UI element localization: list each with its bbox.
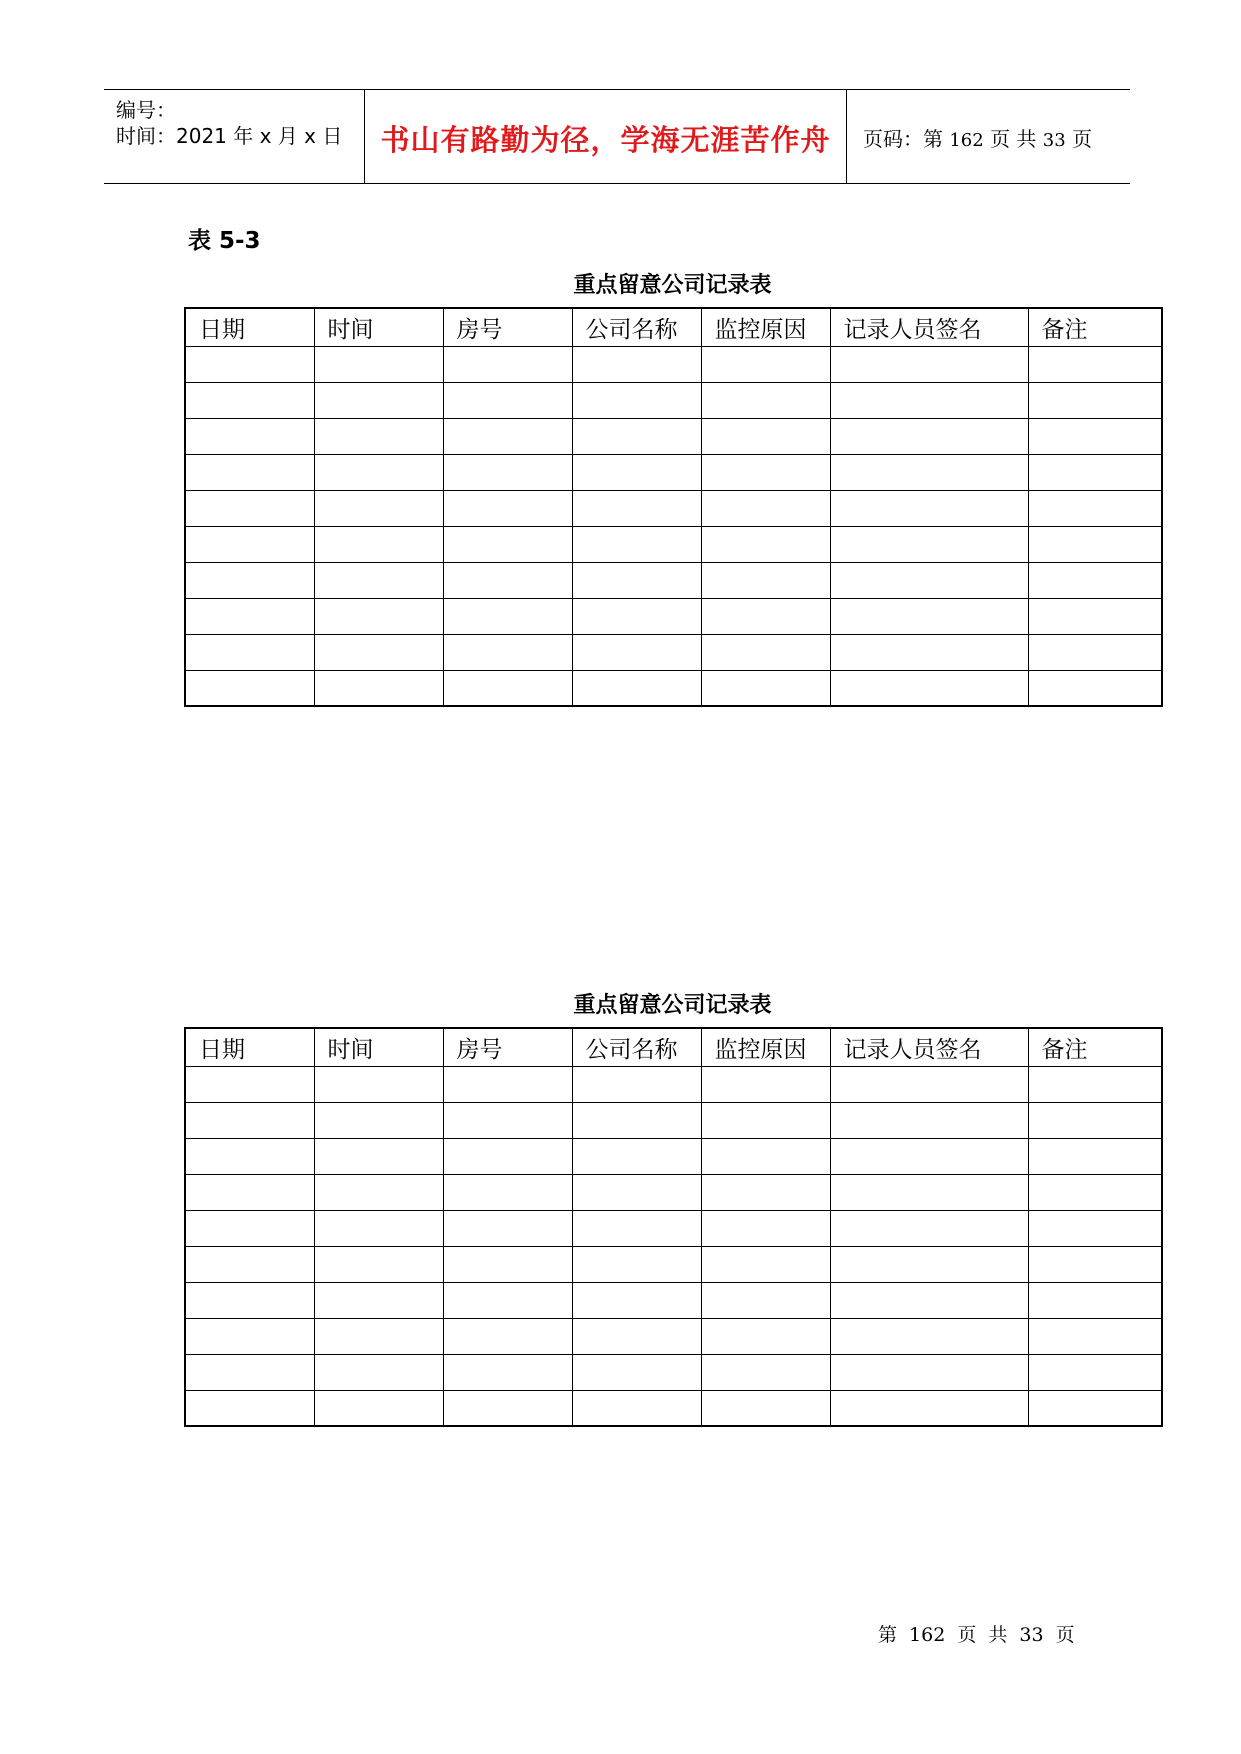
column-header: 公司名称	[572, 1028, 701, 1066]
table-cell[interactable]	[185, 1246, 314, 1282]
table-cell[interactable]	[185, 1210, 314, 1246]
table-cell[interactable]	[443, 346, 572, 382]
table-cell[interactable]	[572, 634, 701, 670]
table-title: 重点留意公司记录表	[573, 993, 772, 1018]
table-cell[interactable]	[701, 346, 830, 382]
page-number: 162	[949, 130, 984, 151]
column-header: 监控原因	[701, 1028, 830, 1066]
table-cell[interactable]	[443, 1174, 572, 1210]
table-cell[interactable]	[443, 1138, 572, 1174]
table-cell[interactable]	[830, 346, 1028, 382]
table-cell[interactable]	[185, 598, 314, 634]
table-cell[interactable]	[443, 490, 572, 526]
table-row	[185, 1210, 1162, 1246]
table-cell[interactable]	[314, 1390, 443, 1426]
table-row	[185, 418, 1162, 454]
table-cell[interactable]	[185, 490, 314, 526]
table-cell[interactable]	[1028, 598, 1162, 634]
column-header: 备注	[1028, 308, 1162, 346]
table-cell[interactable]	[314, 562, 443, 598]
table-cell[interactable]	[314, 1318, 443, 1354]
table-cell[interactable]	[830, 1318, 1028, 1354]
column-header: 公司名称	[572, 308, 701, 346]
table-cell[interactable]	[830, 1210, 1028, 1246]
table-cell[interactable]	[314, 526, 443, 562]
table-cell[interactable]	[572, 1210, 701, 1246]
table-cell[interactable]	[572, 1354, 701, 1390]
column-header: 房号	[443, 308, 572, 346]
table-cell[interactable]	[314, 598, 443, 634]
table-cell[interactable]	[443, 454, 572, 490]
table-cell[interactable]	[314, 1246, 443, 1282]
table-cell[interactable]	[314, 1174, 443, 1210]
table-cell[interactable]	[443, 1102, 572, 1138]
table-cell[interactable]	[443, 598, 572, 634]
table-cell[interactable]	[572, 1102, 701, 1138]
table-cell[interactable]	[830, 418, 1028, 454]
table-cell[interactable]	[572, 454, 701, 490]
table-cell[interactable]	[1028, 1210, 1162, 1246]
table-cell[interactable]	[830, 1066, 1028, 1102]
page-header	[104, 89, 1130, 184]
column-header: 房号	[443, 1028, 572, 1066]
table-cell[interactable]	[701, 1282, 830, 1318]
table-cell[interactable]	[443, 1390, 572, 1426]
column-header: 监控原因	[701, 308, 830, 346]
table-cell[interactable]	[701, 526, 830, 562]
table-cell[interactable]	[443, 634, 572, 670]
motto: 书山有路勤为径，学海无涯苦作舟	[380, 123, 831, 157]
column-header: 日期	[185, 308, 314, 346]
table-cell[interactable]	[185, 454, 314, 490]
table-cell[interactable]	[701, 1318, 830, 1354]
table-cell[interactable]	[1028, 1174, 1162, 1210]
table-cell[interactable]	[572, 562, 701, 598]
table-row	[185, 454, 1162, 490]
table-cell[interactable]	[1028, 382, 1162, 418]
column-header: 备注	[1028, 1028, 1162, 1066]
table-row	[185, 1282, 1162, 1318]
table-cell[interactable]	[830, 598, 1028, 634]
table-cell[interactable]	[185, 1066, 314, 1102]
table-cell[interactable]	[701, 1174, 830, 1210]
page-prefix: 页码：第	[863, 127, 943, 151]
table-label: 表 5-3	[188, 228, 261, 254]
table-cell[interactable]	[1028, 1066, 1162, 1102]
table-cell[interactable]	[443, 1210, 572, 1246]
table-cell[interactable]	[443, 382, 572, 418]
page-suffix: 页	[1072, 127, 1093, 151]
table-cell[interactable]	[314, 1066, 443, 1102]
table-cell[interactable]	[572, 1318, 701, 1354]
table-cell[interactable]	[314, 1138, 443, 1174]
table-cell[interactable]	[443, 526, 572, 562]
table-cell[interactable]	[1028, 454, 1162, 490]
table-cell[interactable]	[314, 670, 443, 706]
table-cell[interactable]	[1028, 1354, 1162, 1390]
table-row	[185, 634, 1162, 670]
table-cell[interactable]	[572, 1246, 701, 1282]
table-cell[interactable]	[572, 1282, 701, 1318]
record-table	[184, 1027, 1163, 1427]
table-cell[interactable]	[185, 526, 314, 562]
table-cell[interactable]	[701, 1102, 830, 1138]
table-cell[interactable]	[572, 382, 701, 418]
table-cell[interactable]	[701, 1066, 830, 1102]
table-cell[interactable]	[701, 454, 830, 490]
table-cell[interactable]	[830, 1246, 1028, 1282]
table-cell[interactable]	[830, 1138, 1028, 1174]
table-body	[185, 1066, 1162, 1426]
table-cell[interactable]	[1028, 562, 1162, 598]
table-cell[interactable]	[701, 598, 830, 634]
table-cell[interactable]	[314, 1102, 443, 1138]
table-cell[interactable]	[572, 526, 701, 562]
table-cell[interactable]	[701, 1138, 830, 1174]
header-meta	[104, 90, 364, 183]
table-cell[interactable]	[572, 1174, 701, 1210]
table-row	[185, 562, 1162, 598]
table-cell[interactable]	[1028, 526, 1162, 562]
table-cell[interactable]	[701, 382, 830, 418]
table-cell[interactable]	[314, 346, 443, 382]
table-row	[185, 526, 1162, 562]
table-cell[interactable]	[701, 1354, 830, 1390]
table-cell[interactable]	[1028, 1102, 1162, 1138]
table-cell[interactable]	[314, 1210, 443, 1246]
table-cell[interactable]	[830, 1282, 1028, 1318]
table-cell[interactable]	[314, 490, 443, 526]
table-cell[interactable]	[185, 346, 314, 382]
table-row	[185, 1390, 1162, 1426]
page-info	[863, 123, 1092, 152]
table-cell[interactable]	[443, 1066, 572, 1102]
table-cell[interactable]	[314, 454, 443, 490]
column-header: 日期	[185, 1028, 314, 1066]
table-cell[interactable]	[1028, 1282, 1162, 1318]
table-cell[interactable]	[1028, 1246, 1162, 1282]
table-title: 重点留意公司记录表	[573, 273, 772, 298]
table-cell[interactable]	[314, 418, 443, 454]
table-cell[interactable]	[185, 634, 314, 670]
table-row	[185, 670, 1162, 706]
table-cell[interactable]	[701, 418, 830, 454]
table-cell[interactable]	[830, 490, 1028, 526]
table-cell[interactable]	[572, 1066, 701, 1102]
table-cell[interactable]	[185, 1138, 314, 1174]
table-cell[interactable]	[314, 1354, 443, 1390]
table-row	[185, 1138, 1162, 1174]
page-total: 33	[1042, 130, 1066, 151]
table-cell[interactable]	[701, 634, 830, 670]
table-cell[interactable]	[1028, 1138, 1162, 1174]
table-cell[interactable]	[185, 670, 314, 706]
table-cell[interactable]	[314, 1282, 443, 1318]
column-header: 记录人员签名	[830, 308, 1028, 346]
table-cell[interactable]	[830, 1174, 1028, 1210]
table-cell[interactable]	[701, 1246, 830, 1282]
record-table	[184, 307, 1163, 707]
table-cell[interactable]	[701, 562, 830, 598]
table-cell[interactable]	[185, 418, 314, 454]
header-page-cell	[847, 90, 1130, 183]
table-cell[interactable]	[830, 454, 1028, 490]
code-label: 编号：	[116, 98, 176, 122]
table-cell[interactable]	[1028, 670, 1162, 706]
column-header: 记录人员签名	[830, 1028, 1028, 1066]
table-cell[interactable]	[443, 1354, 572, 1390]
table-cell[interactable]	[1028, 634, 1162, 670]
table-cell[interactable]	[701, 670, 830, 706]
table-cell[interactable]	[185, 1282, 314, 1318]
table-row	[185, 1066, 1162, 1102]
column-header: 时间	[314, 308, 443, 346]
table-cell[interactable]	[701, 490, 830, 526]
table-row	[185, 1354, 1162, 1390]
table-header-row	[185, 1028, 1162, 1066]
table-cell[interactable]	[314, 634, 443, 670]
table-row	[185, 1246, 1162, 1282]
table-cell[interactable]	[1028, 1318, 1162, 1354]
table-cell[interactable]	[443, 1282, 572, 1318]
column-header: 时间	[314, 1028, 443, 1066]
table-cell[interactable]	[830, 382, 1028, 418]
table-row	[185, 1318, 1162, 1354]
table-cell[interactable]	[830, 562, 1028, 598]
table-cell[interactable]	[314, 382, 443, 418]
table-cell[interactable]	[572, 346, 701, 382]
table-cell[interactable]	[185, 1318, 314, 1354]
table-cell[interactable]	[1028, 1390, 1162, 1426]
table-cell[interactable]	[572, 598, 701, 634]
table-cell[interactable]	[185, 1102, 314, 1138]
table-header-row	[185, 308, 1162, 346]
time-label: 时间：2021 年 x 月 x 日	[116, 124, 343, 148]
table-cell[interactable]	[572, 1138, 701, 1174]
table-cell[interactable]	[443, 418, 572, 454]
header-motto-cell	[364, 90, 847, 183]
table-cell[interactable]	[701, 1210, 830, 1246]
table-cell[interactable]	[830, 670, 1028, 706]
table-cell[interactable]	[701, 1390, 830, 1426]
table-cell[interactable]	[572, 418, 701, 454]
table-cell[interactable]	[830, 634, 1028, 670]
table-cell[interactable]	[830, 1390, 1028, 1426]
table-cell[interactable]	[1028, 490, 1162, 526]
table-cell[interactable]	[572, 490, 701, 526]
table-cell[interactable]	[185, 382, 314, 418]
table-cell[interactable]	[185, 1174, 314, 1210]
table-row	[185, 346, 1162, 382]
table-cell[interactable]	[185, 1390, 314, 1426]
table-cell[interactable]	[185, 562, 314, 598]
table-cell[interactable]	[572, 670, 701, 706]
page-footer: 第 162 页 共 33 页	[878, 1624, 1075, 1646]
table-cell[interactable]	[185, 1354, 314, 1390]
table-body	[185, 346, 1162, 706]
table-cell[interactable]	[1028, 418, 1162, 454]
table-cell[interactable]	[443, 562, 572, 598]
table-row	[185, 1174, 1162, 1210]
table-cell[interactable]	[443, 670, 572, 706]
table-cell[interactable]	[830, 1354, 1028, 1390]
table-cell[interactable]	[443, 1318, 572, 1354]
page-mid: 页 共	[990, 127, 1037, 151]
table-cell[interactable]	[572, 1390, 701, 1426]
table-cell[interactable]	[443, 1246, 572, 1282]
table-row	[185, 1102, 1162, 1138]
table-cell[interactable]	[830, 526, 1028, 562]
table-row	[185, 598, 1162, 634]
table-cell[interactable]	[1028, 346, 1162, 382]
table-cell[interactable]	[830, 1102, 1028, 1138]
table-row	[185, 382, 1162, 418]
table-row	[185, 490, 1162, 526]
